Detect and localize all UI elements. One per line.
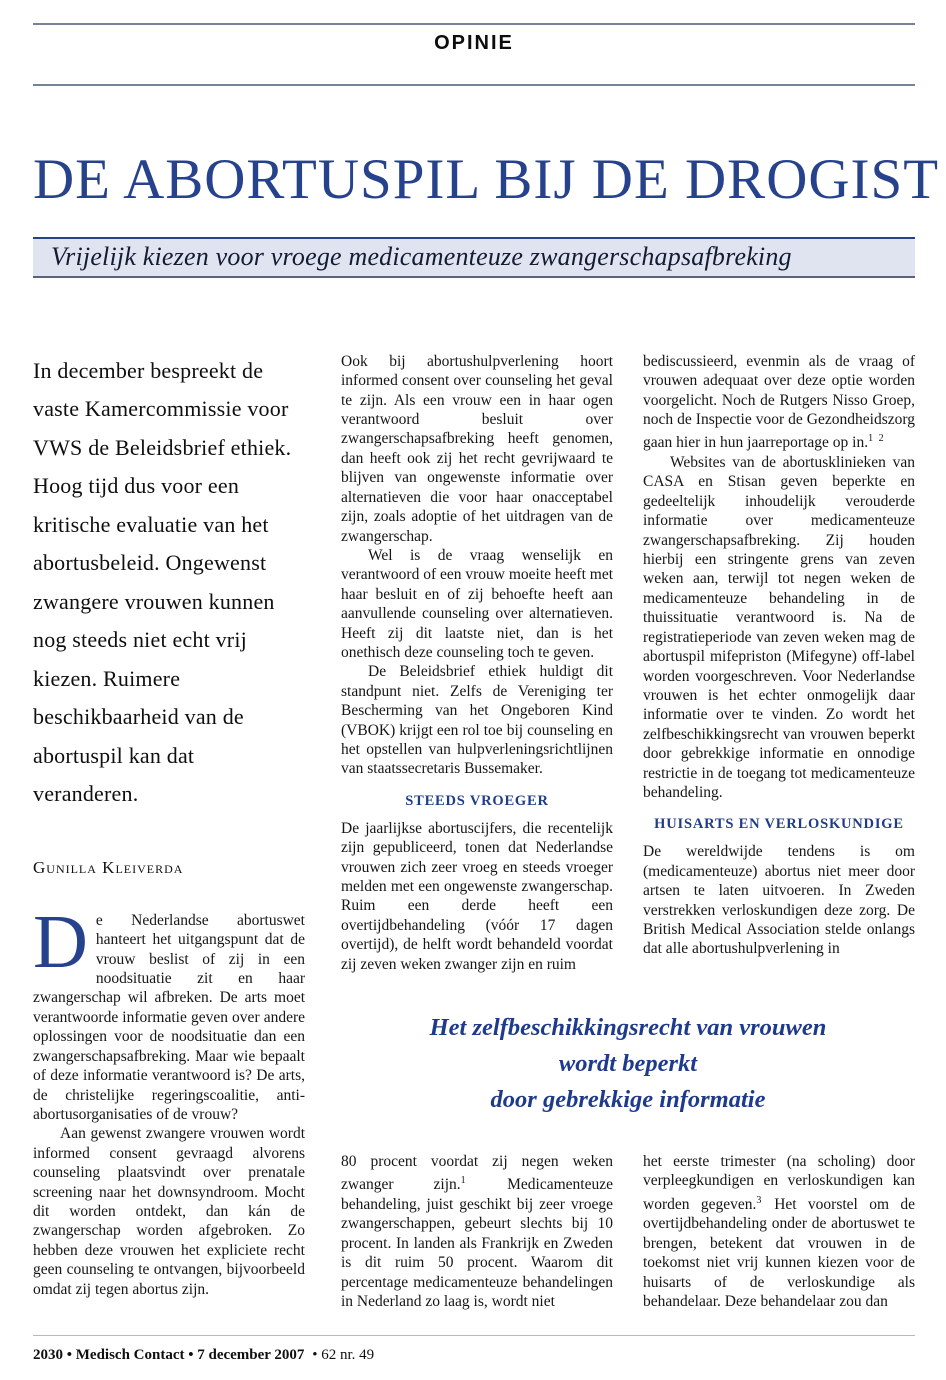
paragraph bbox=[643, 1152, 915, 1311]
paragraph-text: e Nederlandse abortuswet hanteert het uitgangspunt dat de vrouw beslist of zij in een noodsituatie zit en haar zwangerschap wil afbreken. De arts moet verantwoorde informatie geven over andere oplossingen voor de noodsituatie dan een zwangerschapsafbreking. Maar wie bepaalt of deze informatie verantwoord is? De arts, de christelijke regeringscoalitie, anti-abortusorganisaties of de vrouw? bbox=[33, 911, 305, 1123]
paragraph-text: 80 procent voordat zij negen weken zwanger zijn. bbox=[341, 1153, 613, 1194]
paragraph bbox=[341, 1152, 613, 1311]
subtitle-band bbox=[33, 237, 915, 278]
paragraph: Ook bij abortushulpverlening hoort informed consent over counseling het geval te zijn. Als een vrouw een in haar ogen verantwoord besluit over zwangerschapsafbreking heeft genomen, dan heeft ook zij het recht gevrijwaard te blijven van ongewenste informatie over alternatieven die voor haar onacceptabel zijn, zoals adoptie of het uitdragen van de zwangerschap. bbox=[341, 352, 613, 545]
reference-superscript: 1 bbox=[460, 1175, 468, 1187]
paragraph-text: Het voorstel om de overtijdbehandeling onder de abortuswet te brengen, betekent dat vrouwen in de toekomst niet vrij kunnen kiezen voor de huisarts of de verloskundige als behandelaar. Deze behandelaar zou dan bbox=[643, 1196, 915, 1311]
column-middle-top bbox=[341, 352, 613, 974]
paragraph bbox=[33, 899, 305, 1124]
paragraph-text: Medicamenteuze behandeling, juist geschikt bij zeer vroege zwangerschappen, gebeurt slechts bij 10 procent. In landen als Frankrijk en Zweden is dit ruim 50 procent. Waarom dit percentage medicamenteuze behandelingen in Nederland zo laag is, wordt niet bbox=[341, 1176, 613, 1311]
paragraph-text: bediscussieerd, evenmin als de vraag of vrouwen adequaat over deze optie worden voorgelicht. Noch de Rutgers Nisso Groep, noch de Inspectie voor de Gezondheidszorg gaan hier in hun jaarreportage op in. bbox=[643, 352, 915, 452]
pull-quote-line: door gebrekkige informatie bbox=[490, 1086, 766, 1114]
page-subtitle: Vrijelijk kiezen voor vroege medicamenteuze zwangerschapsafbreking bbox=[51, 242, 792, 272]
pull-quote bbox=[341, 1010, 915, 1118]
column-right-bottom bbox=[643, 1152, 915, 1311]
footer-journal-info: 2030 • Medisch Contact • 7 december 2007 bbox=[33, 1347, 305, 1363]
page-title: DE ABORTUSPIL BIJ DE DROGIST bbox=[33, 148, 940, 211]
intro-paragraph: In december bespreekt de vaste Kamercommissie voor VWS de Beleidsbrief ethiek. Hoog tijd dus voor een kritische evaluatie van het abortusbeleid. Ongewenst zwangere vrouwen kunnen nog steeds niet echt vrij kiezen. Ruimere beschikbaarheid van de abortuspil kan dat veranderen. bbox=[33, 357, 292, 807]
pull-quote-line: Het zelfbeschikkingsrecht van vrouwen bbox=[429, 1014, 827, 1042]
footer-text bbox=[33, 1336, 915, 1380]
paragraph bbox=[643, 352, 915, 453]
reference-superscript: 3 bbox=[756, 1194, 763, 1206]
paragraph: De jaarlijkse abortuscijfers, die recentelijk zijn gepubliceerd, tonen dat Nederlandse vrouwen zich zeer vroeg en steeds vroeger melden met een ongewenste zwangerschap. Ruim een derde heeft een overtijdbehandeling (vóór 17 dagen overtijd), de helft wordt behandeld voordat zij zeven weken zwanger zijn en ruim bbox=[341, 819, 613, 973]
pull-quote-line: wordt beperkt bbox=[558, 1050, 698, 1078]
article-body bbox=[33, 352, 915, 1312]
columns-top-row bbox=[341, 352, 915, 974]
section-kicker: OPINIE bbox=[434, 32, 514, 54]
section-heading-steeds-vroeger: STEEDS VROEGER bbox=[405, 792, 549, 809]
paragraph: Aan gewenst zwangere vrouwen wordt informed consent gevraagd alvorens counseling plaatsvindt over prenatale screening naar het downsyndroom. Mocht dit worden ontdekt, dan kán de zwangerschap worden afgebroken. Zo hebben deze vrouwen het expliciete recht geen counseling te ontvangen, bijvoorbeeld omdat zij tegen abortus zijn. bbox=[33, 1125, 305, 1298]
column-left bbox=[33, 352, 305, 1299]
dropcap-letter: D bbox=[33, 899, 88, 984]
paragraph: De Beleidsbrief ethiek huldigt dit standpunt niet. Zelfs de Vereniging ter Bescherming van het Ongeboren Kind (VBOK) krijgt een rol toe bij counseling en het opstellen van hulpverleningsrichtlijnen van staatssecretaris Bussemaker. bbox=[341, 663, 613, 778]
section-heading-huisarts-en-verloskundige: HUISARTS EN VERLOSKUNDIGE bbox=[654, 816, 904, 833]
column-right-top bbox=[643, 352, 915, 959]
page-footer bbox=[33, 1335, 915, 1380]
paragraph: De wereldwijde tendens is om (medicamenteuze) abortus niet meer door artsen te laten uitvoeren. In Zweden verstrekken verloskundigen deze zorg. De British Medical Association stelde onlangs dat alle abortushulpverlening in bbox=[643, 843, 915, 958]
column-middle-bottom bbox=[341, 1152, 613, 1311]
header-rule-bottom bbox=[33, 84, 915, 86]
paragraph: Wel is de vraag wenselijk en verantwoord of een vrouw moeite heeft met haar besluit en of zij behoefte heeft aan aanvullende counseling over alternatieven. Heeft zij dit laatste niet, dan is het onethisch deze counseling toch te geven. bbox=[341, 546, 614, 661]
columns-middle-right bbox=[341, 352, 915, 1312]
author-name: Gunilla Kleiverda bbox=[33, 857, 184, 877]
columns-bottom-row bbox=[341, 1152, 915, 1311]
paragraph: Websites van de abortusklinieken van CASA en Stisan geven beperkte en gedeeltelijk inhoudelijk verouderde informatie over medicamenteuze zwangerschapsafbreking. Zij houden hierbij een stringente grens van zeven weken aan, terwijl tot negen weken de medicamenteuze behandeling in de thuissituatie verantwoord is. Na de registratieperiode van zeven weken mag de abortuspil mifepriston (Mifegyne) off-label worden voorgeschreven. Voor Nederlandse vrouwen is het echter onmogelijk daar informatie over te vinden. Zo wordt het zelfbeschikkingsrecht van vrouwen beperkt door gebrekkige informatie en onnodige restrictie in de toegang tot medicamenteuze behandeling. bbox=[643, 454, 915, 801]
reference-superscript: 1 2 bbox=[868, 433, 886, 445]
paragraph-text: het eerste trimester (na scholing) door verpleegkundigen en verloskundigen kan worden gegeven. bbox=[643, 1153, 915, 1213]
footer-issue-info: • 62 nr. 49 bbox=[312, 1347, 375, 1363]
